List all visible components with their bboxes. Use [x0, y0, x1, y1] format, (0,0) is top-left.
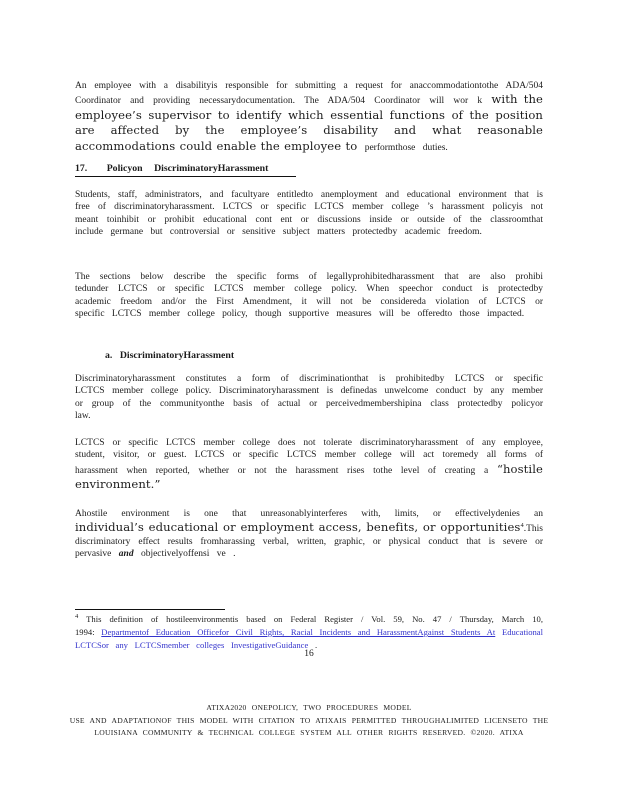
footnote-separator [75, 609, 225, 610]
paragraph-ada-accommodation [75, 80, 543, 154]
paragraph-text: objectivelyoffensi ve . [140, 549, 236, 560]
paragraph-text: performthose duties. [364, 142, 448, 153]
footer-line-2: USE AND ADAPTATIONOF THIS MODEL WITH CITATION TO ATIXAIS PERMITTED THROUGHALIMITED LICENSETO THE [69, 715, 549, 725]
footnote-reference: 4 [520, 522, 524, 530]
paragraph-text-bold-italic: and [118, 549, 134, 560]
subsection-heading-a [105, 350, 573, 361]
footnote [75, 613, 543, 652]
section-heading-17 [75, 163, 543, 177]
footnote-text-tail: . [314, 640, 318, 650]
page-footer [30, 702, 588, 740]
paragraph-text-emphasis: individual’s educational or employment access, benefits, or opportunities [75, 520, 521, 535]
footer-line-3: LOUISIANA COMMUNITY & TECHNICAL COLLEGE SYSTEM ALL OTHER RIGHTS RESERVED. ©2020. ATIXA [94, 728, 524, 738]
paragraph-text: Ahostile environment is one that unreasonablyinterferes with, limits, or effectivelydenies an [75, 509, 543, 519]
paragraph-text: The sections below describe the specific forms of legallyprohibitedharassment that are also prohibi tedunder LCTCS or specific LCTCS member college policy. When speechor conduct is protectedby academic freedom and/or the First Amendment, it will not be considereda violation of LCTCS or specific LCTCS member college policy, though supportive measures will be offeredto those impacted. [75, 272, 543, 320]
section-number: 17. [75, 163, 88, 174]
paragraph-text-emphasis: “hostile environment.” [75, 461, 543, 492]
subsection-title: DiscriminatoryHarassment [119, 350, 235, 361]
paragraph-text-emphasis: with the employee’s supervisor to identify which essential functions of the position are affected by the employee’s disability and what reasonable accommodations could enable the employee to [75, 92, 543, 153]
paragraph-text: Discriminatoryharassment constitutes a form of discriminationthat is prohibitedby LCTCS or specific LCTCS member college policy. Discriminatoryharassment is definedas unwelcome conduct by any member or group of the communityonthe basis of actual or perceivedmembershipina class protectedby policyor law. [75, 374, 543, 422]
paragraph-sections-below [75, 271, 543, 321]
footnote-hyperlink-continued[interactable]: Educational LCTCSor any LCTCSmember colleges InvestigativeGuidance [75, 627, 544, 650]
paragraph-no-tolerance [75, 437, 543, 493]
paragraph-hostile-environment [75, 508, 543, 561]
subsection-marker: a. [105, 350, 113, 361]
footnote-marker: 4 [75, 613, 79, 621]
paragraph-discriminatory-definition [75, 373, 543, 423]
paragraph-entitled-environment [75, 189, 543, 239]
footer-line-1: ATIXA2020 ONEPOLICY, TWO PROCEDURES MODEL [206, 703, 412, 712]
paragraph-text: LCTCS or specific LCTCS member college does not tolerate discriminatoryharassment of any employee, student, visitor, or guest. LCTCS or specific LCTCS member college will act toremedy all forms of harassment when reported, whether or not the harassment rises tothe level of creating a [75, 438, 543, 476]
paragraph-text: An employee with a disabilityis responsible for submitting a request for anaccommodationtothe ADA/504 Coordinator and providing necessarydocumentation. The ADA/504 Coordinator will wor k [75, 81, 543, 107]
paragraph-text: Students, staff, administrators, and facultyare entitledto anemployment and educational environment that is free of discriminatoryharassment. LCTCS or specific LCTCS member college ’s harassment policyis not meant toinhibit or prohibit educational cont ent or discussions inside or outside of the classroomthat include germane but controversial or sensitive subject matters protectedby academic freedom. [75, 190, 543, 238]
section-title: Policyon DiscriminatoryHarassment [106, 163, 269, 174]
page-body [75, 0, 543, 800]
footnote-text: This definition of hostileenvironmentis based on Federal Register / Vol. 59, No. 47 / Thursday, March 10, 1994: [75, 614, 543, 637]
footnote-hyperlink[interactable]: Departmentof Education Officefor Civil Rights, Racial Incidents and HarassmentAgainst Students At [101, 627, 496, 637]
paragraph-text: .This discriminatory effect results fromharassing verbal, written, graphic, or physical conduct that is severe or pervasive [75, 524, 543, 560]
page-number: 16 [304, 649, 314, 659]
